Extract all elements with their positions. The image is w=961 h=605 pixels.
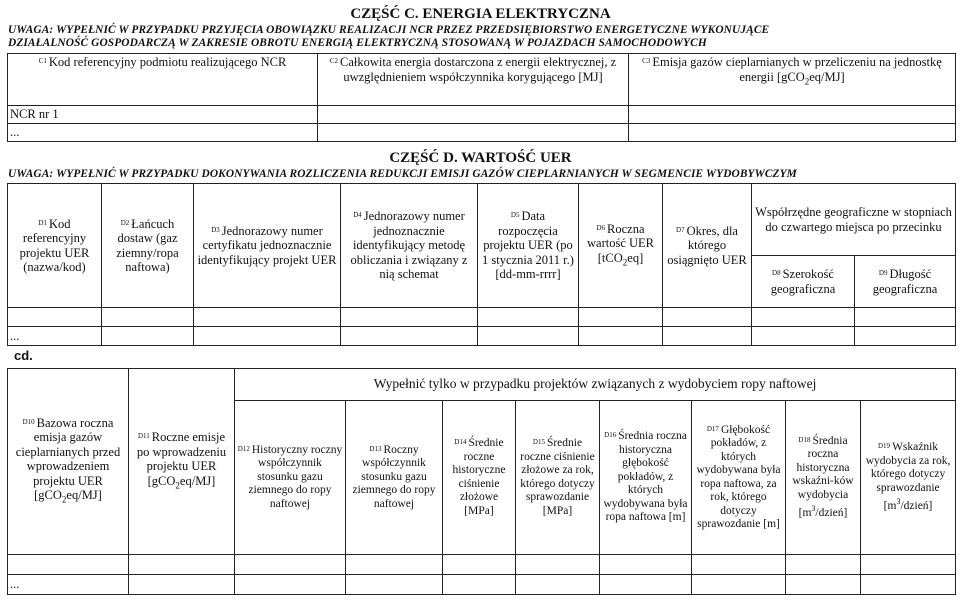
label-d19-end: /dzień] bbox=[900, 500, 933, 513]
header-d12 bbox=[235, 401, 346, 555]
label-d6-end: eq] bbox=[627, 250, 644, 265]
row-label: NCR nr 1 bbox=[8, 106, 318, 124]
code-d13: D13 bbox=[369, 444, 382, 453]
code-d19: D19 bbox=[878, 442, 891, 451]
label-c3-sub: 2 bbox=[804, 76, 810, 86]
input-cell[interactable] bbox=[478, 327, 579, 346]
code-d2: D2 bbox=[120, 218, 130, 227]
label-d18: Średnia roczna historyczna wskaźni-ków wydobycia [m bbox=[792, 434, 854, 519]
label-c2: Całkowita energia dostarczona z energii elektrycznej, z uwzględnieniem współczynnika korygującego [MJ] bbox=[340, 55, 617, 84]
code-c3: C3 bbox=[642, 57, 651, 65]
input-cell[interactable] bbox=[341, 308, 478, 327]
header-c1 bbox=[8, 54, 318, 106]
code-d16: D16 bbox=[604, 431, 617, 440]
label-d12: Historyczny roczny współczynnik stosunku gazu ziemnego do ropy naftowej bbox=[248, 443, 343, 510]
label-d15: Średnie roczne ciśnienie złożowe za rok, którego dotyczy sprawozdanie [MPa] bbox=[520, 437, 595, 517]
input-cell[interactable] bbox=[855, 327, 956, 346]
input-cell[interactable] bbox=[102, 327, 194, 346]
code-c1: C1 bbox=[38, 57, 47, 65]
input-cell[interactable] bbox=[629, 106, 956, 124]
header-d3 bbox=[194, 184, 341, 308]
oil-header: Wypełnić tylko w przypadku projektów związanych z wydobyciem ropy naftowej bbox=[235, 369, 956, 401]
input-cell[interactable] bbox=[443, 575, 516, 595]
code-d6: D6 bbox=[596, 223, 606, 232]
input-cell[interactable] bbox=[861, 555, 956, 575]
input-cell[interactable] bbox=[579, 308, 663, 327]
input-cell[interactable] bbox=[129, 575, 235, 595]
input-cell[interactable] bbox=[235, 575, 346, 595]
label-d19-sup: 3 bbox=[896, 497, 901, 507]
code-d3: D3 bbox=[211, 225, 220, 234]
code-d1: D1 bbox=[38, 218, 48, 227]
code-d11: D11 bbox=[137, 432, 150, 441]
label-d5: Data rozpoczęcia projektu UER (po 1 stycznia 2011 r.) [dd-mm-rrrr] bbox=[482, 209, 574, 282]
table-row bbox=[8, 106, 956, 124]
input-cell[interactable] bbox=[341, 327, 478, 346]
part-c-table bbox=[7, 53, 956, 142]
header-d14 bbox=[443, 401, 516, 555]
label-d10-end: eq/MJ] bbox=[66, 488, 102, 503]
label-d1: Kod referencyjny projektu UER (nazwa/kod) bbox=[19, 216, 90, 274]
input-cell[interactable] bbox=[663, 327, 752, 346]
input-cell[interactable] bbox=[318, 124, 629, 142]
input-cell[interactable] bbox=[102, 308, 194, 327]
label-d2: Łańcuch dostaw (gaz ziemny/ropa naftowa) bbox=[116, 216, 179, 274]
part-c-title: CZĘŚĆ C. ENERGIA ELEKTRYCZNA bbox=[350, 6, 611, 22]
header-c2 bbox=[318, 54, 629, 106]
input-cell[interactable] bbox=[346, 575, 443, 595]
input-cell[interactable] bbox=[752, 308, 855, 327]
code-d17: D17 bbox=[706, 424, 719, 433]
header-d7 bbox=[663, 184, 752, 308]
input-cell[interactable] bbox=[516, 555, 600, 575]
table-row bbox=[8, 308, 956, 327]
header-d9 bbox=[855, 256, 956, 308]
label-d18-sup: 3 bbox=[811, 504, 816, 514]
label-d6: Roczna wartość UER [tCO bbox=[587, 221, 654, 265]
part-c-note-line1: UWAGA: WYPEŁNIĆ W PRZYPADKU PRZYJĘCIA OBOWIĄZKU REALIZACJI NCR PRZEZ PRZEDSIĘBIORSTWO ENERGETYCZNE WYKONUJĄCE bbox=[8, 24, 770, 36]
header-d13 bbox=[346, 401, 443, 555]
header-d8 bbox=[752, 256, 855, 308]
input-cell[interactable] bbox=[692, 575, 786, 595]
code-d4: D4 bbox=[353, 211, 362, 220]
code-d14: D14 bbox=[454, 438, 467, 446]
input-cell[interactable] bbox=[478, 308, 579, 327]
header-d11 bbox=[129, 369, 235, 555]
input-cell[interactable] bbox=[194, 308, 341, 327]
part-d-table bbox=[7, 183, 956, 346]
continued-label: cd. bbox=[14, 348, 33, 363]
input-cell[interactable] bbox=[692, 555, 786, 575]
label-d10-sub: 2 bbox=[61, 494, 67, 505]
header-d10 bbox=[8, 369, 129, 555]
input-cell[interactable] bbox=[194, 327, 341, 346]
input-cell[interactable] bbox=[861, 575, 956, 595]
row-label bbox=[8, 308, 102, 327]
label-c3: Emisja gazów cieplarnianych w przeliczeniu na jednostkę energii [gCO bbox=[652, 55, 942, 84]
label-d8: Szerokość geograficzna bbox=[770, 267, 836, 296]
input-cell[interactable] bbox=[663, 308, 752, 327]
label-d19: Wskaźnik wydobycia za rok, którego dotyczy sprawozdanie [m bbox=[865, 441, 951, 513]
input-cell[interactable] bbox=[629, 124, 956, 142]
input-cell[interactable] bbox=[129, 555, 235, 575]
label-d4: Jednorazowy numer jednoznacznie identyfikujący metodę obliczania i związany z nią schemat bbox=[350, 209, 468, 282]
label-c3-end: eq/MJ] bbox=[809, 69, 845, 84]
label-d3: Jednorazowy numer certyfikatu jednoznacznie identyfikujący projekt UER bbox=[197, 223, 337, 267]
label-d14: Średnie roczne historyczne ciśnienie złożowe [MPa] bbox=[452, 437, 506, 517]
label-d11-sub: 2 bbox=[175, 480, 180, 491]
row-label: ... bbox=[8, 575, 129, 595]
input-cell[interactable] bbox=[235, 555, 346, 575]
input-cell[interactable] bbox=[346, 555, 443, 575]
header-d16 bbox=[600, 401, 692, 555]
label-d13: Roczny współczynnik stosunku gazu ziemnego do ropy naftowej bbox=[352, 443, 436, 510]
code-d10: D10 bbox=[22, 417, 35, 426]
header-d1 bbox=[8, 184, 102, 308]
header-d4 bbox=[341, 184, 478, 308]
label-d11-end: eq/MJ] bbox=[179, 473, 216, 488]
label-d6-sub: 2 bbox=[622, 257, 628, 267]
code-d9: D9 bbox=[878, 269, 888, 277]
geo-header: Współrzędne geograficzne w stopniach do czwartego miejsca po przecinku bbox=[752, 184, 956, 256]
row-label: ... bbox=[8, 327, 102, 346]
part-d-continued-table bbox=[7, 368, 956, 595]
code-d12: D12 bbox=[237, 444, 250, 453]
code-d18: D18 bbox=[798, 435, 811, 444]
input-cell[interactable] bbox=[579, 327, 663, 346]
part-c-note-line2: DZIAŁALNOŚĆ GOSPODARCZĄ W ZAKRESIE OBROTU ENERGIĄ ELEKTRYCZNĄ STOSOWANĄ W POJAZDACH SAMOCHODOWYCH bbox=[8, 37, 707, 49]
input-cell[interactable] bbox=[752, 327, 855, 346]
label-d11: Roczne emisje po wprowadzeniu projektu UER [gCO bbox=[136, 430, 227, 488]
table-row bbox=[8, 327, 956, 346]
row-label: ... bbox=[8, 124, 318, 142]
header-d17 bbox=[692, 401, 786, 555]
part-d-note: UWAGA: WYPEŁNIĆ W PRZYPADKU DOKONYWANIA ROZLICZENIA REDUKCJI EMISJI GAZÓW CIEPLARNIANYCH W SEGMENCIE WYDOBYWCZYM bbox=[8, 168, 797, 180]
header-d15 bbox=[516, 401, 600, 555]
row-label bbox=[8, 555, 129, 575]
input-cell[interactable] bbox=[786, 555, 861, 575]
label-d10: Bazowa roczna emisja gazów cieplarnianych przed wprowadzeniem projektu UER [gCO bbox=[15, 415, 121, 503]
header-d2 bbox=[102, 184, 194, 308]
code-d5: D5 bbox=[510, 211, 520, 220]
input-cell[interactable] bbox=[318, 106, 629, 124]
table-row bbox=[8, 555, 956, 575]
header-d19 bbox=[861, 401, 956, 555]
header-c3 bbox=[629, 54, 956, 106]
header-d6 bbox=[579, 184, 663, 308]
input-cell[interactable] bbox=[855, 308, 956, 327]
label-d18-end: /dzień] bbox=[815, 506, 848, 519]
code-d8: D8 bbox=[772, 269, 781, 277]
label-d7: Okres, dla którego osiągnięto UER bbox=[667, 223, 747, 267]
part-c-note bbox=[8, 24, 956, 50]
table-row bbox=[8, 124, 956, 142]
header-d18 bbox=[786, 401, 861, 555]
code-d7: D7 bbox=[676, 225, 685, 234]
code-d15: D15 bbox=[532, 438, 545, 446]
input-cell[interactable] bbox=[443, 555, 516, 575]
label-d17: Głębokość pokładów, z których wydobywana była ropa naftowa, za rok, którego dotyczy sprawozdanie [m] bbox=[696, 423, 781, 530]
part-d-title: CZĘŚĆ D. WARTOŚĆ UER bbox=[389, 150, 572, 166]
label-c1: Kod referencyjny podmiotu realizującego NCR bbox=[48, 55, 287, 69]
input-cell[interactable] bbox=[786, 575, 861, 595]
header-d5 bbox=[478, 184, 579, 308]
label-d16: Średnia roczna historyczna głębokość pokładów, z których wydobywana była ropa naftowa [m] bbox=[603, 430, 688, 524]
code-c2: C2 bbox=[329, 57, 338, 65]
input-cell[interactable] bbox=[600, 555, 692, 575]
label-d9: Długość geograficzna bbox=[872, 267, 938, 296]
input-cell[interactable] bbox=[600, 575, 692, 595]
table-row bbox=[8, 575, 956, 595]
input-cell[interactable] bbox=[516, 575, 600, 595]
